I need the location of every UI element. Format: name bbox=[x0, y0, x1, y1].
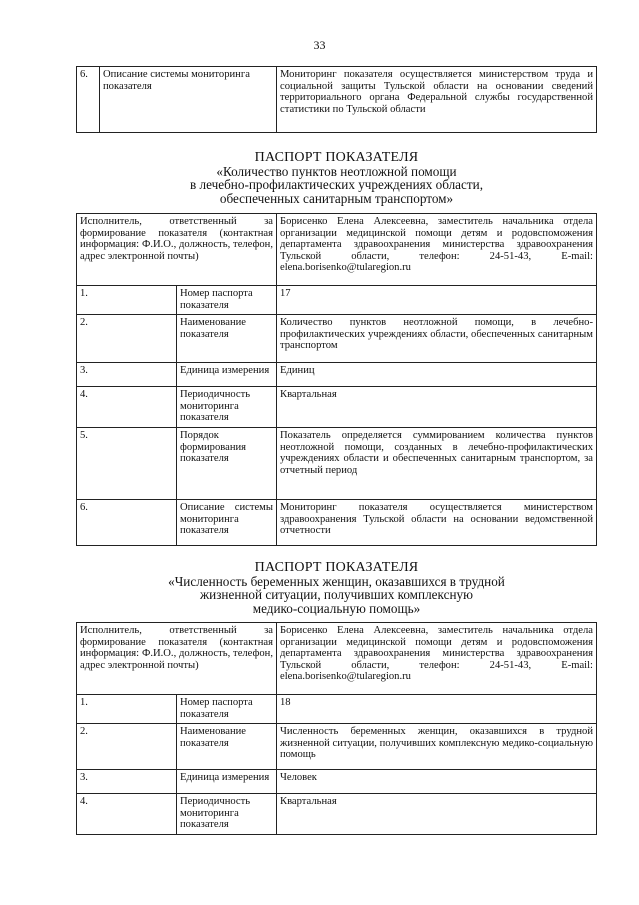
row-number: 4. bbox=[77, 794, 177, 835]
row-label: Наименование показателя bbox=[177, 315, 277, 363]
table-row bbox=[77, 67, 597, 133]
passport-2-heading: ПАСПОРТ ПОКАЗАТЕЛЯ bbox=[254, 560, 419, 575]
row-label: Периодичность мониторинга показателя bbox=[177, 387, 277, 428]
top-table bbox=[76, 66, 597, 133]
row-number: 4. bbox=[77, 387, 177, 428]
passport-2-title bbox=[76, 561, 597, 615]
row-number: 3. bbox=[77, 770, 177, 794]
row-number: 3. bbox=[77, 363, 177, 387]
row-label: Наименование показателя bbox=[177, 724, 277, 770]
passport-1-heading: ПАСПОРТ ПОКАЗАТЕЛЯ bbox=[254, 150, 419, 165]
passport-1-name-line: в лечебно-профилактических учреждениях области, bbox=[189, 177, 484, 193]
row-label: Описание системы мониторинга показателя bbox=[100, 67, 277, 133]
row-label: Порядок формирования показателя bbox=[177, 427, 277, 499]
passport-1-title bbox=[76, 151, 597, 205]
row-label: Единица измерения bbox=[177, 770, 277, 794]
row-label: Описание системы мониторинга показателя bbox=[177, 499, 277, 545]
row-value: Мониторинг показателя осуществляется министерством здравоохранения Тульской области на основании ведомственной отчетности bbox=[277, 499, 597, 545]
table-row bbox=[77, 794, 597, 835]
table-row bbox=[77, 695, 597, 724]
row-number: 2. bbox=[77, 724, 177, 770]
table-row bbox=[77, 724, 597, 770]
passport-1-name-line: обеспеченных санитарным транспортом» bbox=[219, 190, 454, 206]
table-row bbox=[77, 427, 597, 499]
passport-1-name-line: «Количество пунктов неотложной помощи bbox=[216, 163, 457, 179]
row-number: 6. bbox=[77, 499, 177, 545]
passport-2-name-line: жизненной ситуации, получивших комплексную bbox=[200, 587, 473, 603]
row-value: Количество пунктов неотложной помощи, в лечебно-профилактических учреждениях области, обеспеченных санитарным транспортом bbox=[277, 315, 597, 363]
row-value: Квартальная bbox=[277, 387, 597, 428]
executor-label: Исполнитель, ответственный за формирование показателя (контактная информация: Ф.И.О., должность, телефон, адрес электронной почты) bbox=[77, 214, 277, 286]
executor-row bbox=[77, 623, 597, 695]
row-value: Мониторинг показателя осуществляется министерством труда и социальной защиты Тульской области на основании сведений территориального органа Федеральной службы государственной статистики по Тульской области bbox=[277, 67, 597, 133]
table-row bbox=[77, 315, 597, 363]
executor-value: Борисенко Елена Алексеевна, заместитель начальника отдела организации медицинской помощи детям и родовспоможения департамента здравоохранения министерства здравоохранения Тульской области, телефон: 24-51-43, E-mail: elena.borisenko@tularegion.ru bbox=[277, 623, 597, 695]
table-row bbox=[77, 770, 597, 794]
row-value: 17 bbox=[277, 286, 597, 315]
row-value: Единиц bbox=[277, 363, 597, 387]
passport-1-table bbox=[76, 213, 597, 546]
table-row bbox=[77, 387, 597, 428]
executor-row bbox=[77, 214, 597, 286]
table-row bbox=[77, 286, 597, 315]
row-value: Человек bbox=[277, 770, 597, 794]
passport-2-name-line: «Численность беременных женщин, оказавшихся в трудной bbox=[168, 573, 505, 589]
row-value: Численность беременных женщин, оказавшихся в трудной жизненной ситуации, получивших комплексную медико-социальную помощь bbox=[277, 724, 597, 770]
page-number: 33 bbox=[313, 38, 326, 52]
row-value: 18 bbox=[277, 695, 597, 724]
row-label: Периодичность мониторинга показателя bbox=[177, 794, 277, 835]
row-number: 6. bbox=[77, 67, 100, 133]
row-number: 1. bbox=[77, 695, 177, 724]
executor-label: Исполнитель, ответственный за формирование показателя (контактная информация: Ф.И.О., должность, телефон, адрес электронной почты) bbox=[77, 623, 277, 695]
table-row bbox=[77, 363, 597, 387]
row-value: Квартальная bbox=[277, 794, 597, 835]
row-number: 5. bbox=[77, 427, 177, 499]
row-number: 2. bbox=[77, 315, 177, 363]
passport-2-name-line: медико-социальную помощь» bbox=[252, 600, 421, 616]
row-value: Показатель определяется суммированием количества пунктов неотложной помощи, созданных в лечебно-профилактических учреждениях области и обеспеченных санитарным транспортом, за отчетный период bbox=[277, 427, 597, 499]
row-number: 1. bbox=[77, 286, 177, 315]
executor-value: Борисенко Елена Алексеевна, заместитель начальника отдела организации медицинской помощи детям и родовспоможения департамента здравоохранения министерства здравоохранения Тульской области, телефон: 24-51-43, E-mail: elena.borisenko@tularegion.ru bbox=[277, 214, 597, 286]
row-label: Номер паспорта показателя bbox=[177, 286, 277, 315]
row-label: Единица измерения bbox=[177, 363, 277, 387]
passport-2-table bbox=[76, 622, 597, 835]
row-label: Номер паспорта показателя bbox=[177, 695, 277, 724]
table-row bbox=[77, 499, 597, 545]
